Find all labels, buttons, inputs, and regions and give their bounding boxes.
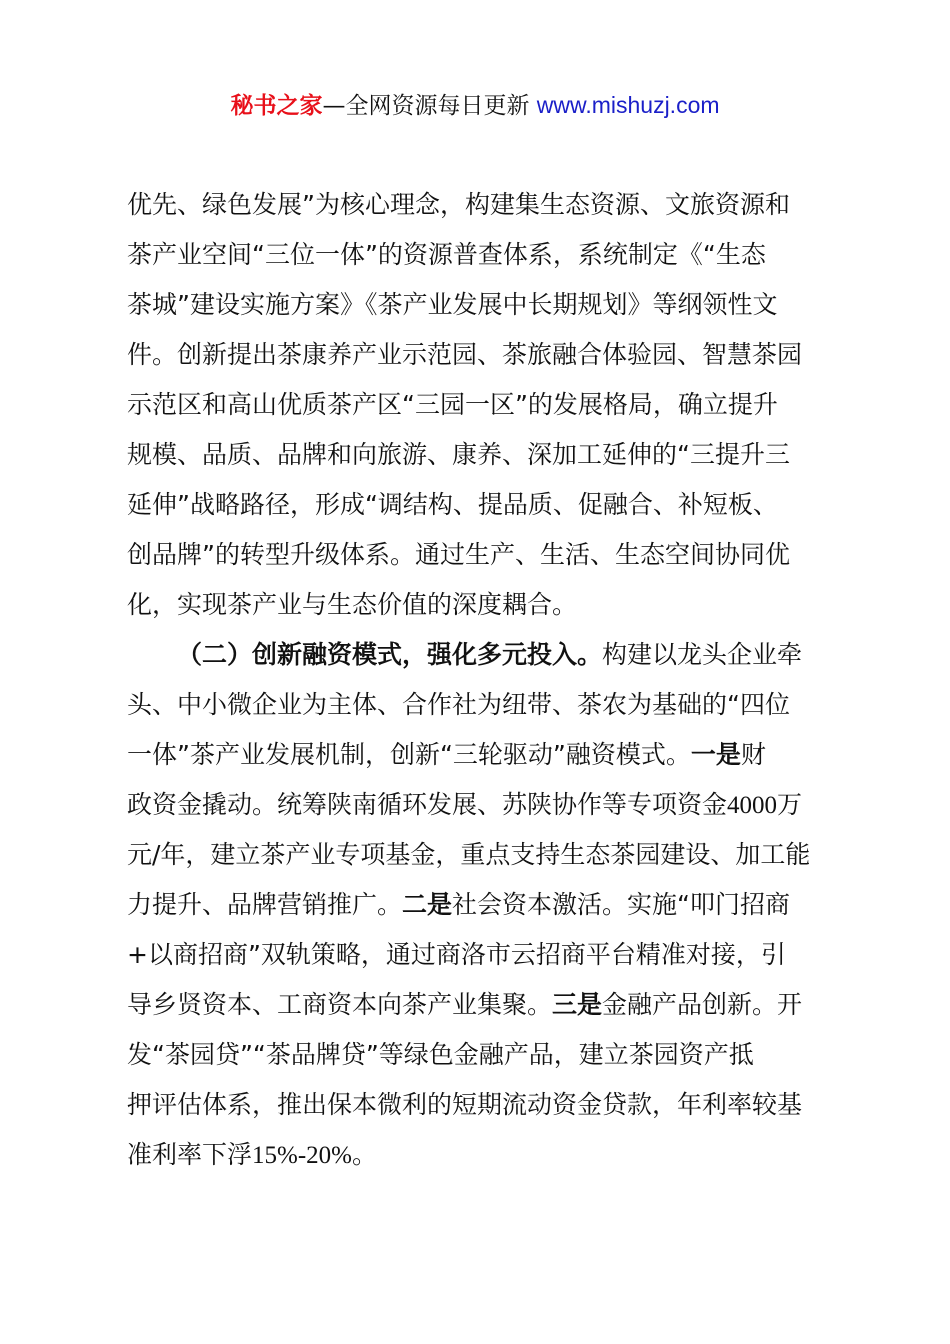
text-line: 茶城”建设实施方案》《茶产业发展中长期规划》等纲领性文 [127, 290, 778, 319]
text-line [127, 880, 832, 930]
text-line: 茶产业空间“三位一体”的资源普查体系，系统制定《“生态 [127, 240, 766, 269]
document-body [127, 180, 832, 1180]
text-line: 创品牌”的转型升级体系。通过生产、生活、生态空间协同优 [127, 540, 790, 569]
text-line: 元/年，建立茶产业专项基金，重点支持生态茶园建设、加工能 [127, 840, 811, 869]
text-line: 押评估体系，推出保本微利的短期流动资金贷款，年利率较基 [127, 1090, 803, 1119]
rate-value: 15%-20% [252, 1142, 352, 1169]
amount-value: 4000 [727, 792, 778, 819]
text-line [127, 980, 832, 1030]
text-line: 化，实现茶产业与生态价值的深度耦合。 [127, 590, 578, 619]
header-url[interactable]: www.mishuzj.com [536, 92, 720, 118]
text-line: 优先、绿色发展”为核心理念，构建集生态资源、文旅资源和 [127, 190, 790, 219]
text-run: 准利率下浮 [127, 1140, 253, 1169]
paragraph-2 [127, 630, 832, 1180]
text-line [127, 780, 832, 830]
text-line: +以商招商”双轨策略，通过商洛市云招商平台精准对接，引 [127, 940, 786, 969]
text-run: 构建以龙头企业牵 [602, 640, 803, 669]
text-line: 头、中小微企业为主体、合作社为纽带、茶农为基础的“四位 [127, 690, 790, 719]
text-run: 。 [352, 1140, 378, 1169]
text-line [127, 730, 832, 780]
emphasis-first: 一是 [690, 740, 741, 769]
text-line [127, 1130, 832, 1180]
text-run: 万 [777, 790, 803, 819]
brand-name: 秘书之家 [230, 93, 323, 119]
header-slogan: —全网资源每日更新 [322, 93, 530, 119]
text-line [127, 630, 832, 680]
text-run: 社会资本激活。实施“叩门招商 [452, 890, 790, 919]
text-run: 一体”茶产业发展机制，创新“三轮驱动”融资模式。 [127, 740, 691, 769]
emphasis-second: 二是 [402, 890, 453, 919]
text-line: 规模、品质、品牌和向旅游、康养、深加工延伸的“三提升三 [127, 440, 790, 469]
emphasis-third: 三是 [552, 990, 603, 1019]
text-line: 示范区和高山优质茶产区“三园一区”的发展格局，确立提升 [127, 390, 778, 419]
paragraph-1 [127, 180, 832, 630]
section-heading: （二）创新融资模式，强化多元投入。 [177, 640, 603, 669]
text-line: 件。创新提出茶康养产业示范园、茶旅融合体验园、智慧茶园 [127, 340, 803, 369]
text-run: 金融产品创新。开 [602, 990, 803, 1019]
text-run: 力提升、品牌营销推广。 [127, 890, 403, 919]
text-run: 政资金撬动。统筹陕南循环发展、苏陕协作等专项资金 [127, 790, 728, 819]
text-run: 财 [740, 740, 766, 769]
text-line: 发“茶园贷”“茶品牌贷”等绿色金融产品，建立茶园资产抵 [127, 1040, 754, 1069]
text-run: 导乡贤资本、工商资本向茶产业集聚。 [127, 990, 553, 1019]
page-header [0, 88, 950, 123]
text-line: 延伸”战略路径，形成“调结构、提品质、促融合、补短板、 [127, 490, 778, 519]
